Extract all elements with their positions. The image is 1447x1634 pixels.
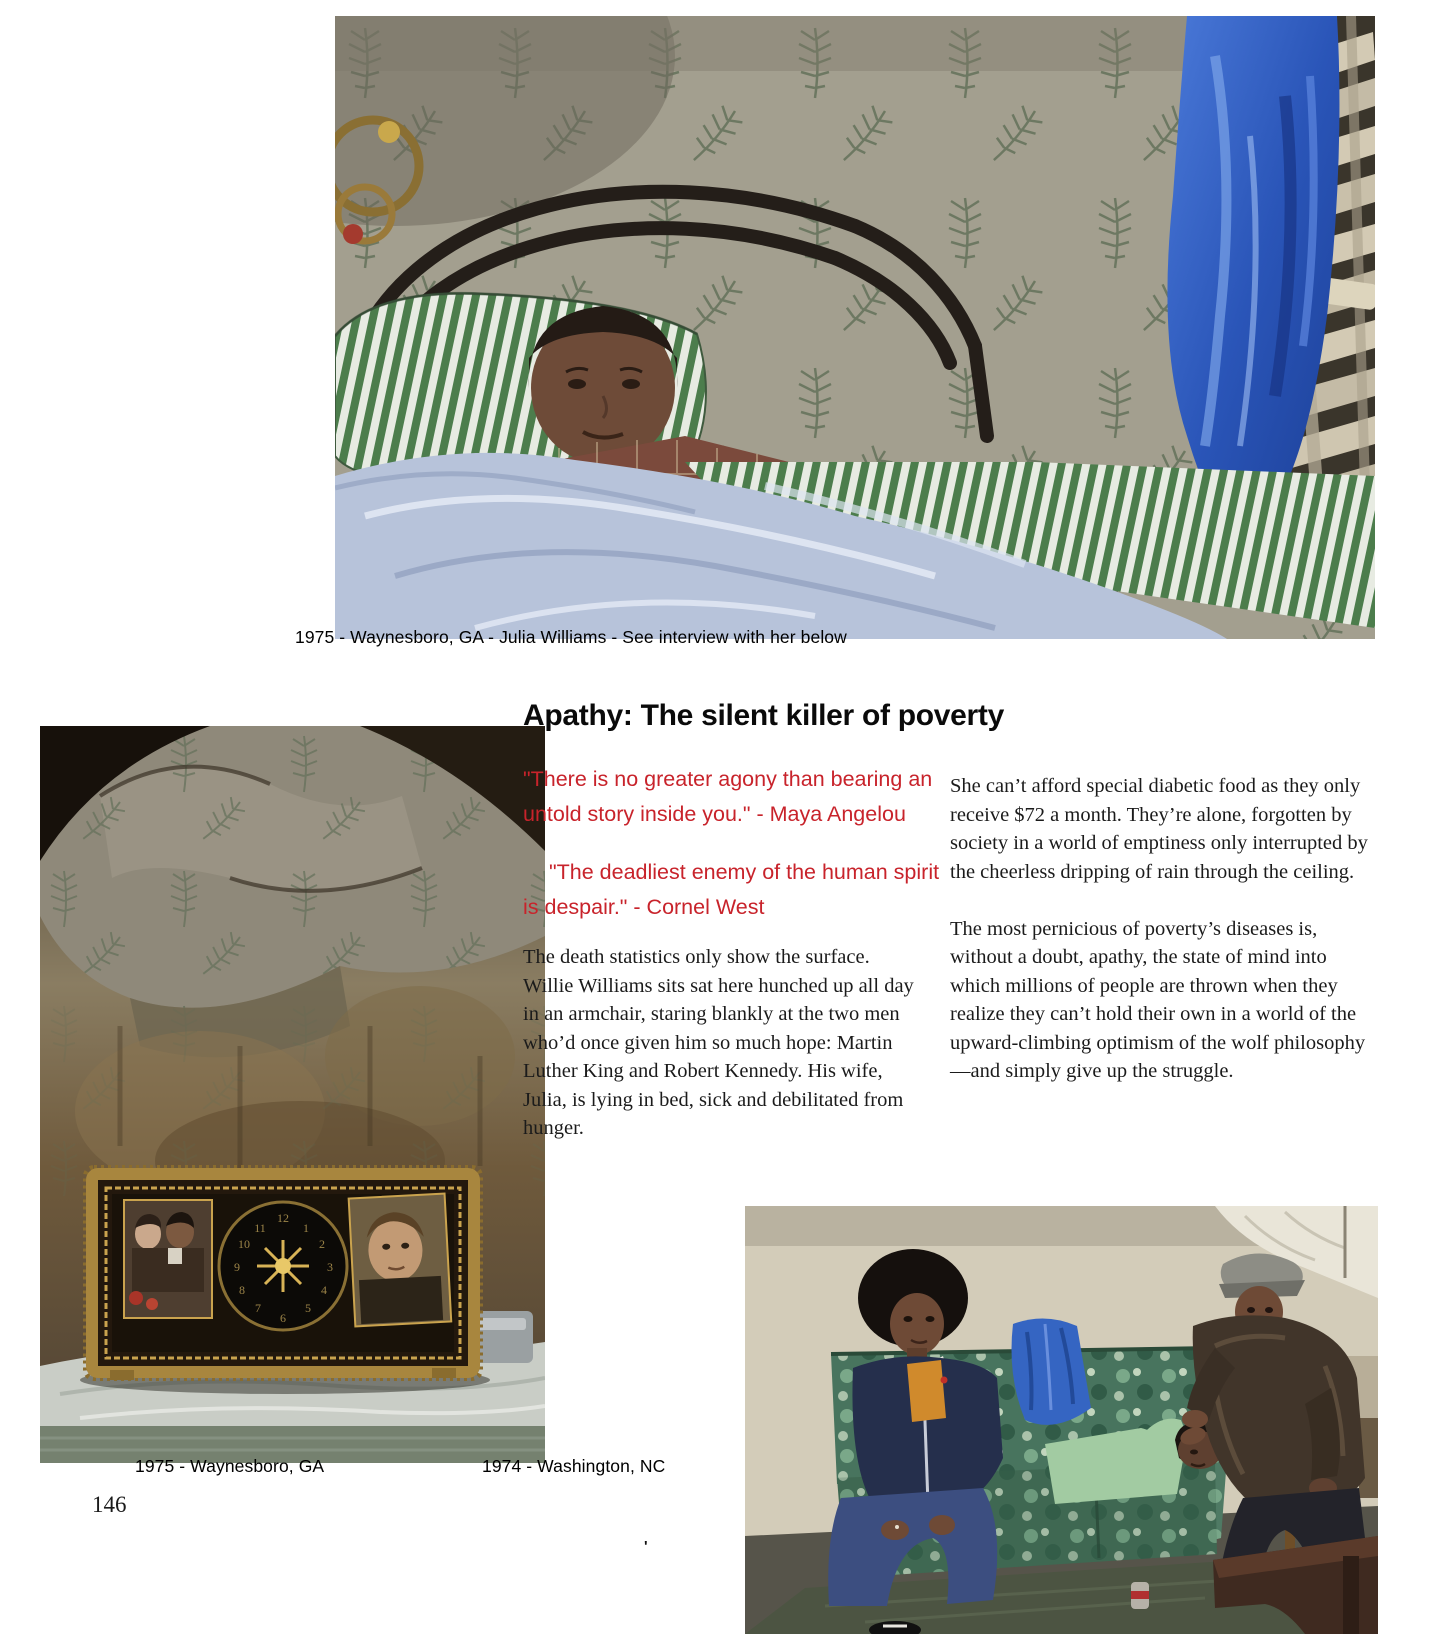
svg-text:7: 7 (255, 1301, 261, 1315)
caption-bottom-right-photo: 1974 - Washington, NC (482, 1456, 666, 1476)
photo-living-room-couch (745, 1206, 1378, 1634)
svg-text:11: 11 (254, 1221, 266, 1235)
woman-in-bed (529, 306, 677, 464)
living-room-illustration (745, 1206, 1378, 1634)
svg-text:8: 8 (239, 1283, 245, 1297)
svg-text:9: 9 (234, 1260, 240, 1274)
photo-wall-clock-portraits (40, 726, 545, 1463)
caption-top-photo: 1975 - Waynesboro, GA - Julia Williams - See interview with her below (295, 627, 847, 647)
svg-text:6: 6 (280, 1311, 286, 1325)
svg-text:5: 5 (305, 1301, 311, 1315)
stray-apostrophe-mark: ' (644, 1538, 648, 1555)
article-column-right (950, 772, 1368, 1086)
paragraph-diabetic-food: She can’t afford special diabetic food as they only receive $72 a month. They’re alone, forgotten by society in a world of emptiness only interrupted by the cheerless dripping of rain through the ceiling. (950, 775, 1368, 883)
caption-left-photo: 1975 - Waynesboro, GA (135, 1456, 325, 1476)
bed-scene-illustration (335, 16, 1375, 639)
paragraph-willie-williams: The death statistics only show the surface. Willie Williams sits sat here hunched up all day in an armchair, staring blankly at the two men who’d once given him so much hope: Martin Luther King and Robert Kennedy. His wife, Julia, is lying in bed, sick and debilitated from hunger. (523, 946, 914, 1139)
article-title: Apathy: The silent killer of poverty (523, 699, 1004, 732)
quote-maya-angelou: "There is no greater agony than bearing an untold story inside you." - Maya Angelou (523, 767, 933, 826)
svg-text:12: 12 (277, 1211, 289, 1225)
svg-text:10: 10 (238, 1237, 250, 1251)
paragraph-pernicious-apathy: The most pernicious of poverty’s diseases is, without a doubt, apathy, the state of mind into which millions of people are thrown when they realize they can’t hold their own in a world of the upward-climbing optimism of the wolf philosophy—and simply give up the struggle. (950, 917, 1366, 1082)
svg-text:2: 2 (319, 1237, 325, 1251)
page-number: 146 (92, 1492, 127, 1517)
ornate-clock-frame (80, 1168, 490, 1394)
photo-julia-williams-in-bed (335, 16, 1375, 639)
wall-clock-illustration (40, 726, 545, 1463)
article-column-left (523, 943, 917, 1143)
svg-text:4: 4 (321, 1283, 327, 1297)
quote-cornel-west: "The deadliest enemy of the human spirit is despair." - Cornel West (523, 860, 940, 919)
svg-text:3: 3 (327, 1260, 333, 1274)
svg-text:1: 1 (303, 1221, 309, 1235)
